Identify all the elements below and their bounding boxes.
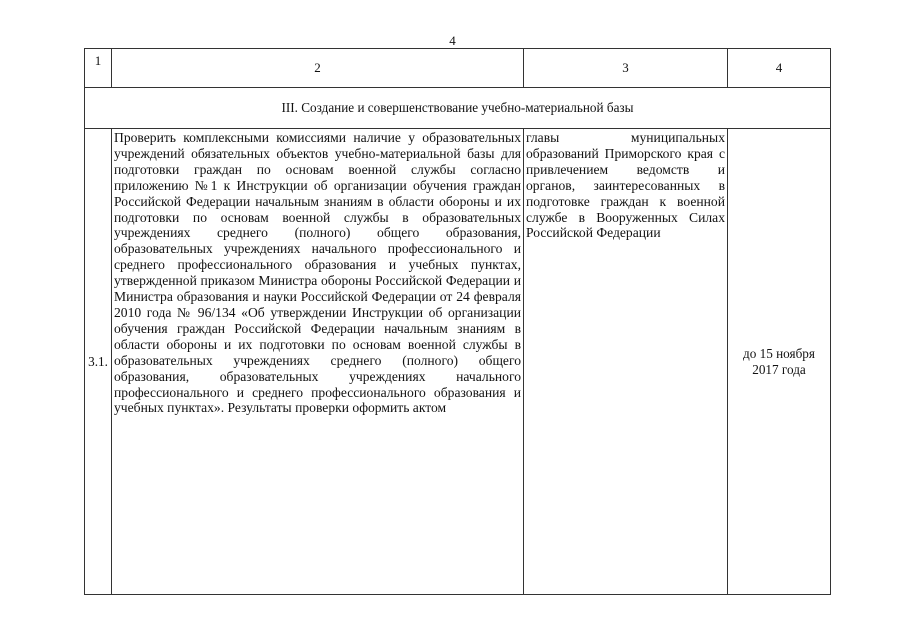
section-row <box>85 88 831 129</box>
section-title: III. Создание и совершенствование учебно-материальной базы <box>85 88 831 129</box>
row-executor: главы муниципальных образований Приморского края с привлечением ведомств и органов, заинтересованных в подготовке граждан к военной службе в Вооруженных Силах Российской Федерации <box>526 130 725 241</box>
row-deadline-cell <box>728 129 831 595</box>
column-header-1: 1 <box>85 49 112 88</box>
plan-table <box>84 48 831 595</box>
column-header-3: 3 <box>524 49 728 88</box>
column-header-row <box>85 49 831 88</box>
column-header-2: 2 <box>112 49 524 88</box>
row-number: 3.1. <box>85 129 112 595</box>
column-header-4: 4 <box>728 49 831 88</box>
row-description-cell <box>112 129 524 595</box>
row-deadline-date: до 15 ноября <box>743 345 815 361</box>
page-number: 4 <box>449 33 456 48</box>
row-deadline-year: 2017 года <box>752 361 806 377</box>
row-description: Проверить комплексными комиссиями наличие у образовательных учреждений обязательных объектов учебно-материальной базы для подготовки граждан по основам военной службы согласно приложению №1 к Инструкции об организации обучения граждан Российской Федерации начальным знаниям в области обороны и их подготовки по основам военной службы в образовательных учреждениях среднего (полного) общего образования, образовательных учреждениях начального профессионального и среднего профессионального образования и учебных пунктах, утвержденной приказом Министра обороны Российской Федерации и Министра образования и науки Российской Федерации от 24 февраля 2010 года № 96/134 «Об утверждении Инструкции об организации обучения граждан Российской Федерации начальным знаниям в области обороны и их подготовки по основам военной службы в образовательных учреждениях среднего (полного) общего образования, образовательных учреждениях начального профессионального и среднего профессионального образования и учебных пунктах». Результаты проверки оформить актом <box>114 130 521 416</box>
row-executor-cell <box>524 129 728 595</box>
table-row <box>85 129 831 595</box>
